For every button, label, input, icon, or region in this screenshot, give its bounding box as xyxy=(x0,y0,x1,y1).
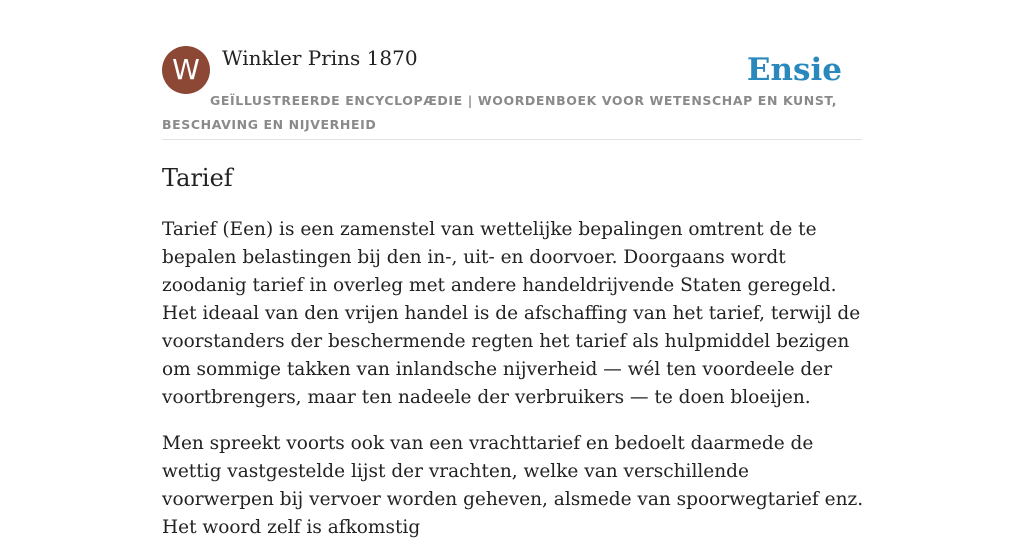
ensie-logo[interactable]: Ensie xyxy=(746,52,842,88)
article-paragraph: Tarief (Een) is een zamenstel van wettelijke bepalingen omtrent de te bepalen belastingen bij den in-, uit- en doorvoer. Doorgaans wordt zoodanig tarief in overleg met andere handeldrijvende Staten geregeld. Het ideaal van den vrijen handel is de afschaffing van het tarief, terwijl de voorstanders der beschermende regten het tarief als hulpmiddel bezigen om sommige takken van inlandsche nijverheid — wél ten voordeele der voortbrengers, maar ten nadeele der verbruikers — te doen bloeijen. xyxy=(162,219,861,408)
article-body xyxy=(162,216,864,560)
source-title[interactable]: Winkler Prins 1870 xyxy=(222,46,418,70)
header xyxy=(162,46,862,140)
avatar[interactable]: W xyxy=(162,46,210,94)
source-subtitle: GEÏLLUSTREERDE ENCYCLOPÆDIE | WOORDENBOEK VOOR WETENSCHAP EN KUNST, BESCHAVING EN NIJVERHEID xyxy=(162,93,838,132)
article-title: Tarief xyxy=(162,164,233,192)
article-paragraph: Men spreekt voorts ook van een vrachttarief en bedoelt daarmede de wettig vastgestelde lijst der vrachten, welke van verschillende voorwerpen bij vervoer worden geheven, alsmede van spoorwegtarief enz. Het woord zelf is afkomstig xyxy=(162,433,864,538)
